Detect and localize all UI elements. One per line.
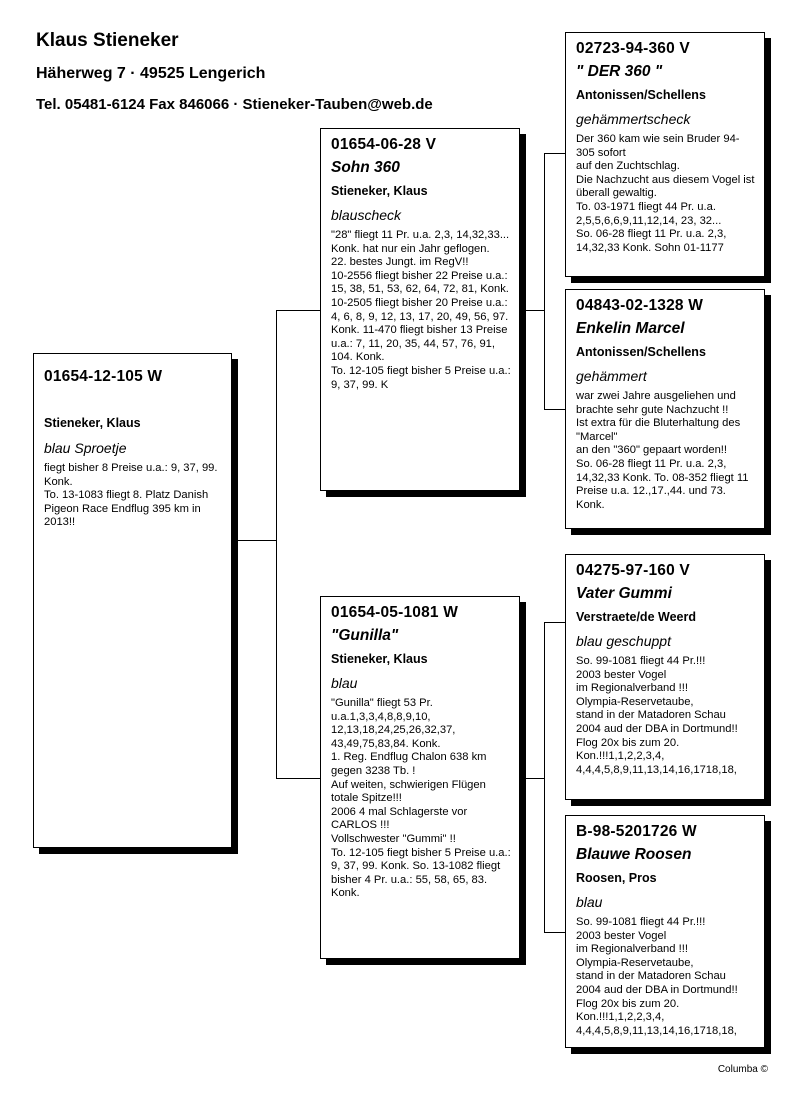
connector-line <box>520 778 544 779</box>
pigeon-name: Blauwe Roosen <box>576 846 692 863</box>
pigeon-name: Enkelin Marcel <box>576 320 685 337</box>
ring-number: 04275-97-160 V <box>576 562 690 579</box>
ring-number: 01654-12-105 W <box>44 368 163 385</box>
pigeon-name: " DER 360 " <box>576 63 663 80</box>
pigeon-notes: "Gunilla" fliegt 53 Pr. u.a.1,3,3,4,8,8,9,10, 12,13,18,24,25,26,32,37, 43,49,75,83,84. Konk. 1. Reg. Endflug Chalon 638 km gegen 3238 Tb. ! Auf weiten, schwierigen Flügen totale Spitze!!! 2006 4 mal Schlagerste vor CARLOS !!! Vollschwester "Gummi" !! To. 12-105 fiegt bisher 5 Preise u.a.: 9, 37, 99. Konk. So. 13-1082 fliegt bisher 4 Pr. u.a.: 55, 58, 65, 83. Konk. <box>331 697 511 900</box>
connector-line <box>276 778 320 779</box>
breeder: Verstraete/de Weerd <box>576 610 696 624</box>
pigeon-color: gehämmertscheck <box>576 111 691 127</box>
pigeon-color: blau geschuppt <box>576 633 671 649</box>
pigeon-card-dam-sire <box>565 554 765 800</box>
breeder: Stieneker, Klaus <box>44 416 141 430</box>
breeder: Antonissen/Schellens <box>576 345 706 359</box>
pigeon-color: blau Sproetje <box>44 440 127 456</box>
breeder-name: Klaus Stieneker <box>36 30 179 51</box>
breeder: Stieneker, Klaus <box>331 184 428 198</box>
pigeon-name: Vater Gummi <box>576 585 672 602</box>
ring-number: 04843-02-1328 W <box>576 297 704 314</box>
connector-line <box>520 310 544 311</box>
pigeon-card-dam-dam <box>565 815 765 1048</box>
connector-line <box>544 932 565 933</box>
pigeon-color: gehämmert <box>576 368 647 384</box>
pigeon-notes: war zwei Jahre ausgeliehen und brachte sehr gute Nachzucht !! Ist extra für die Bluterhaltung des "Marcel" an den "360" gepaart worden!! So. 06-28 fliegt 11 Pr. u.a. 2,3, 14,32,33 Konk. To. 08-352 fliegt 11 Preise u.a. 12.,17.,44. und 73. Konk. <box>576 390 749 511</box>
pigeon-card-dam <box>320 596 520 959</box>
pigeon-notes: Der 360 kam wie sein Bruder 94-305 sofort auf den Zuchtschlag. Die Nachzucht aus diesem Vogel ist überall gewaltig. To. 03-1971 fliegt 44 Pr. u.a. 2,5,5,6,6,9,11,12,14, 23, 32... So. 06-28 fliegt 11 Pr. u.a. 2,3, 14,32,33 Konk. Sohn 01-1177 <box>576 133 755 254</box>
connector-line <box>544 153 545 410</box>
ring-number: 02723-94-360 V <box>576 40 690 57</box>
pigeon-notes: So. 99-1081 fliegt 44 Pr.!!! 2003 bester Vogel im Regionalverband !!! Olympia-Reservetaube, stand in der Matadoren Schau 2004 aud der DBA in Dortmund!! Flog 20x bis zum 20. Kon.!!!1,1,2,2,3,4, 4,4,4,5,8,9,11,13,14,16,1718,18, <box>576 916 738 1037</box>
breeder-address: Häherweg 7 · 49525 Lengerich <box>36 65 266 82</box>
ring-number: 01654-05-1081 W <box>331 604 459 621</box>
connector-line <box>544 622 545 933</box>
footer-credit: Columba © <box>717 1064 768 1075</box>
ring-number: 01654-06-28 V <box>331 136 437 153</box>
ring-number: B-98-5201726 W <box>576 823 697 840</box>
pigeon-notes: fiegt bisher 8 Preise u.a.: 9, 37, 99. Konk. To. 13-1083 fliegt 8. Platz Danish Pigeon Race Endflug 395 km in 2013!! <box>44 462 218 529</box>
pigeon-card-sire-sire <box>565 32 765 277</box>
pigeon-color: blau <box>331 675 358 691</box>
connector-line <box>544 153 565 154</box>
pigeon-notes: So. 99-1081 fliegt 44 Pr.!!! 2003 bester Vogel im Regionalverband !!! Olympia-Reservetaube, stand in der Matadoren Schau 2004 aud der DBA in Dortmund!! Flog 20x bis zum 20. Kon.!!!1,1,2,2,3,4, 4,4,4,5,8,9,11,13,14,16,1718,18, <box>576 655 738 776</box>
breeder: Antonissen/Schellens <box>576 88 706 102</box>
connector-line <box>544 622 565 623</box>
breeder-contact: Tel. 05481-6124 Fax 846066 · Stieneker-Tauben@web.de <box>36 96 433 113</box>
connector-line <box>232 540 276 541</box>
pigeon-card-sire <box>320 128 520 491</box>
pigeon-color: blauscheck <box>331 207 402 223</box>
connector-line <box>544 409 565 410</box>
breeder: Roosen, Pros <box>576 871 657 885</box>
pigeon-name: Sohn 360 <box>331 159 400 176</box>
breeder: Stieneker, Klaus <box>331 652 428 666</box>
pigeon-card-sire-dam <box>565 289 765 529</box>
pigeon-name: "Gunilla" <box>331 627 399 644</box>
pigeon-color: blau <box>576 894 603 910</box>
pigeon-notes: "28" fliegt 11 Pr. u.a. 2,3, 14,32,33... Konk. hat nur ein Jahr geflogen. 22. bestes Jungt. im RegV!! 10-2556 fliegt bisher 22 Preise u.a.: 15, 38, 51, 53, 62, 64, 72, 81, Konk. 10-2505 fliegt bisher 20 Preise u.a.: 4, 6, 8, 9, 12, 13, 17, 20, 49, 56, 97. Konk. 11-470 fliegt bisher 13 Preise u.a.: 7, 11, 20, 35, 44, 57, 76, 91, 104. Konk. To. 12-105 fiegt bisher 5 Preise u.a.: 9, 37, 99. K <box>331 229 511 391</box>
connector-line <box>276 310 320 311</box>
connector-line <box>276 310 277 779</box>
pigeon-card-subject <box>33 353 232 848</box>
